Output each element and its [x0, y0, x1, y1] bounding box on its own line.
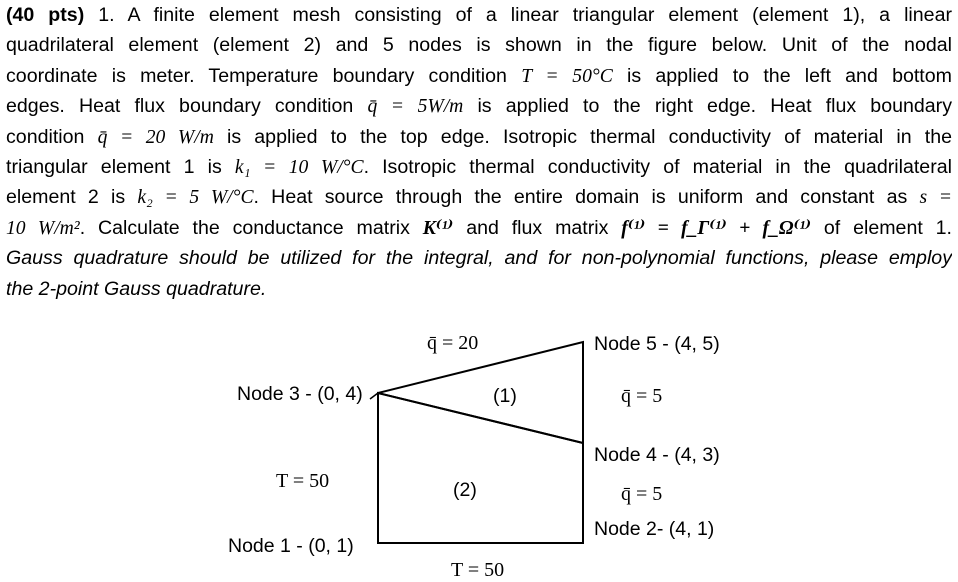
- problem-line-9: Gauss quadrature should be utilized for the integral, and for non-polynomial functions, please employ: [6, 247, 952, 270]
- element-2-label: (2): [453, 479, 477, 501]
- text-line4a: edges. Heat flux boundary condition: [6, 95, 354, 118]
- math-k1: k₁ = 10 W/°C: [234, 156, 364, 178]
- math-T-bc: T = 50°C: [521, 65, 613, 87]
- node-5-label: Node 5 - (4, 5): [594, 333, 720, 355]
- node3-leader: [370, 393, 378, 399]
- text-line3b: is applied to the left and bottom: [627, 64, 952, 87]
- node-1-label: Node 1 - (0, 1): [228, 535, 354, 557]
- problem-number: 1.: [98, 4, 115, 26]
- text-line5b: is applied to the top edge. Isotropic thermal conductivity of material in the: [227, 125, 952, 148]
- element-2-quadrilateral: [378, 393, 583, 543]
- text-line7a: element 2 is: [6, 186, 126, 209]
- text-line8a: . Calculate the conductance matrix: [79, 216, 410, 239]
- text-line8c: of element 1.: [823, 216, 952, 239]
- right-flux-lower-label: q̄ = 5: [621, 483, 663, 505]
- left-temp-label: T = 50: [276, 470, 330, 492]
- text-line1: A finite element mesh consisting of a linear triangular element (element 1), a linear: [127, 4, 952, 26]
- text-line6a: triangular element 1 is: [6, 155, 222, 178]
- math-K1: K⁽¹⁾: [422, 217, 454, 239]
- node-2-label: Node 2- (4, 1): [594, 518, 715, 540]
- element-1-triangle: [378, 342, 583, 443]
- problem-line-10: the 2-point Gauss quadrature.: [6, 277, 267, 300]
- bottom-temp-label: T = 50: [451, 559, 505, 581]
- math-f1: f⁽¹⁾ = f_Γ⁽¹⁾ + f_Ω⁽¹⁾: [621, 217, 812, 239]
- text-line8b: and flux matrix: [466, 216, 609, 239]
- text-line5a: condition: [6, 125, 85, 148]
- text-line4b: is applied to the right edge. Heat flux boundary: [477, 95, 952, 118]
- element-1-label: (1): [493, 385, 517, 407]
- problem-line-2: quadrilateral element (element 2) and 5 nodes is shown in the figure below. Unit of the nodal: [6, 34, 952, 57]
- math-s-val: 10 W/m²: [6, 217, 80, 239]
- text-line7b: . Heat source through the entire domain is uniform and constant as: [253, 186, 908, 209]
- points-label: (40 pts): [6, 4, 85, 26]
- top-flux-label: q̄ = 20: [427, 332, 479, 354]
- math-k2: k₂ = 5 W/°C: [137, 187, 254, 209]
- right-flux-upper-label: q̄ = 5: [621, 385, 663, 407]
- math-qbar-5: q̄ = 5W/m: [367, 96, 464, 118]
- text-line3a: coordinate is meter. Temperature boundary condition: [6, 64, 507, 87]
- math-s-eq: s =: [919, 187, 952, 209]
- node-3-label: Node 3 - (0, 4): [237, 383, 363, 405]
- node-4-label: Node 4 - (4, 3): [594, 444, 720, 466]
- math-qbar-20: q̄ = 20 W/m: [97, 126, 214, 148]
- text-line6b: . Isotropic thermal conductivity of material in the quadrilateral: [363, 155, 952, 178]
